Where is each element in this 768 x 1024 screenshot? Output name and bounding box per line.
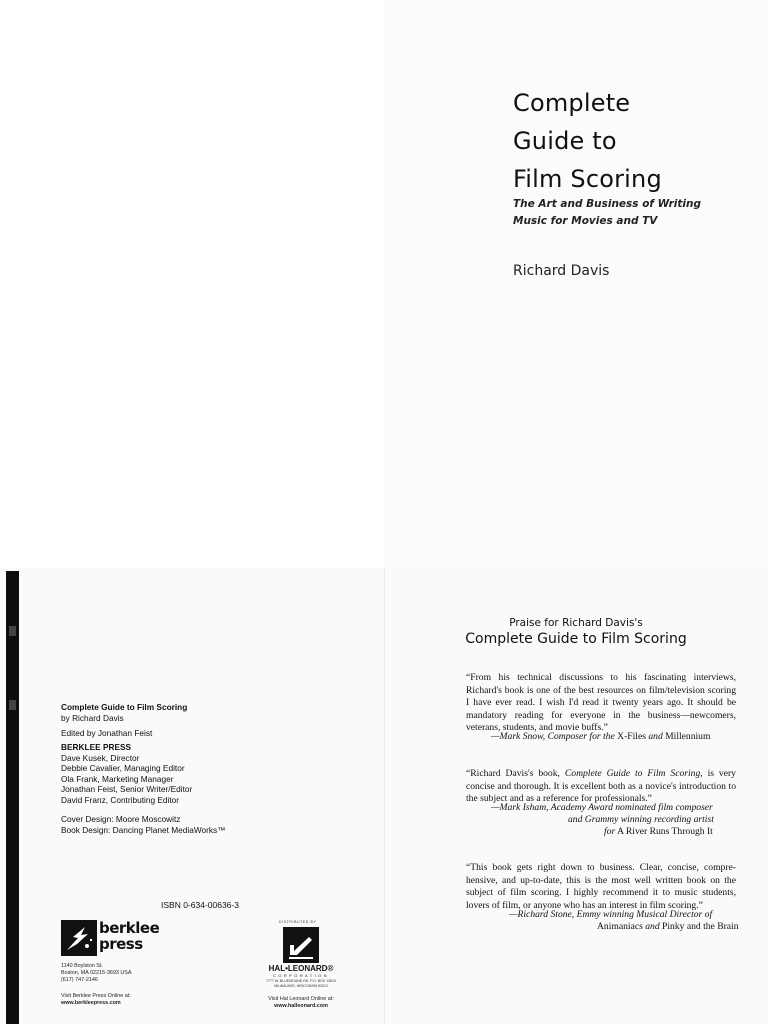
berklee-star-icon <box>61 920 97 956</box>
praise-quote-3-attribution-2 <box>597 921 739 934</box>
staff-line: Jonathan Feist, Senior Writer/Editor <box>61 784 193 794</box>
hl-visit-label: Visit Hal Leonard Online at: <box>268 996 334 1002</box>
attr-and: and <box>648 731 663 742</box>
book-title <box>513 84 662 198</box>
attr-line: —Mark Isham, Academy Award nominated film composer <box>491 802 713 813</box>
attr-film: A River Runs Through It <box>617 826 713 837</box>
book-subtitle-line-2: Music for Movies and TV <box>513 215 658 227</box>
spine-mark <box>9 626 16 636</box>
copyright-book-title: Complete Guide to Film Scoring <box>61 702 188 712</box>
book-subtitle <box>513 196 733 230</box>
hl-url: www.halleonard.com <box>274 1003 328 1009</box>
book-title-line-1: Complete <box>513 89 631 117</box>
book-subtitle-line-1: The Art and Business of Writing <box>513 198 701 210</box>
edited-by-line: Edited by Jonathan Feist <box>61 728 153 738</box>
attr-and: and <box>645 921 660 932</box>
book-design-line: Book Design: Dancing Planet MediaWorks™ <box>61 824 226 835</box>
praise-heading-line-2: Complete Guide to Film Scoring <box>465 631 687 647</box>
distributed-by-label: DISTRIBUTED BY <box>279 920 317 924</box>
berklee-press-logo <box>61 919 160 956</box>
publisher-staff-block <box>61 742 192 805</box>
quote-2-body: is very concise and thorough. It is excellent both as a novice's introduction to the subject and as a reference for professionals.” <box>466 768 736 804</box>
page-spine-edge <box>6 571 19 1024</box>
staff-line: Ola Frank, Marketing Manager <box>61 773 174 784</box>
praise-heading-line-1: Praise for Richard Davis's <box>509 617 643 629</box>
address-line: (617) 747-2146 <box>61 977 98 983</box>
attr-show: Animaniacs <box>597 921 643 932</box>
berklee-wordmark-line-2: press <box>99 935 143 953</box>
copyright-block-title <box>61 702 187 723</box>
praise-quote-3: “This book gets right down to business. Clear, concise, comprehensive, and up-to-date, this is the most well written book on the subject of film scoring. I highly recommend it to music students, lovers of film, or anyone who has an interest in film scoring.” <box>466 862 736 911</box>
berklee-wordmark-line-1: berklee <box>99 919 160 937</box>
hal-leonard-visit <box>251 996 351 1010</box>
address-line: Boston, MA 02215-3693 USA <box>61 970 132 976</box>
praise-quote-1-attribution <box>491 731 710 744</box>
attr-line: and Grammy winning recording artist <box>568 814 714 825</box>
quote-2-book-title: Complete Guide to Film Scoring, <box>564 768 703 779</box>
berklee-visit-label: Visit Berklee Press Online at: <box>61 993 131 999</box>
attr-line: —Richard Stone, Emmy winning Musical Director of <box>509 909 713 920</box>
attr-show: X-Files <box>617 731 646 742</box>
hal-leonard-name: HAL•LEONARD® <box>268 964 334 973</box>
hl-address-line: MILWAUKEE, WISCONSIN 53213 <box>274 984 328 988</box>
book-title-line-3: Film Scoring <box>513 165 662 193</box>
praise-quote-2 <box>466 768 736 806</box>
praise-quote-2-attribution-1 <box>491 802 713 815</box>
book-author: Richard Davis <box>513 263 610 279</box>
attr-show: Pinky and the Brain <box>662 921 739 932</box>
berklee-visit <box>61 993 131 1007</box>
berklee-wordmark <box>99 920 159 952</box>
copyright-by-line: by Richard Davis <box>61 712 124 723</box>
address-line: 1140 Boylston St. <box>61 963 103 969</box>
spine-mark <box>9 700 16 710</box>
attr-name: —Mark Snow, Composer for the <box>491 731 615 742</box>
quote-2-open: “Richard Davis's book, <box>466 768 560 779</box>
attr-show: Millennium <box>665 731 711 742</box>
publisher-name: BERKLEE PRESS <box>61 742 132 752</box>
isbn: ISBN 0-634-00636-3 <box>161 900 239 910</box>
berklee-url: www.berkleepress.com <box>61 1000 121 1006</box>
staff-line: Debbie Cavalier, Managing Editor <box>61 763 185 773</box>
praise-quote-2-attribution-3 <box>604 826 713 839</box>
staff-line: David Franz, Contributing Editor <box>61 794 180 805</box>
hl-address-line: 7777 W. BLUEMOUND RD. P.O. BOX 13819 <box>266 979 336 983</box>
praise-quote-3-attribution-1 <box>509 909 712 922</box>
copyright-edited-by <box>61 728 152 739</box>
cover-design-line: Cover Design: Moore Moscowitz <box>61 814 181 824</box>
book-title-line-2: Guide to <box>513 127 617 155</box>
staff-line: Dave Kusek, Director <box>61 752 140 763</box>
praise-quote-2-attribution-2 <box>568 814 714 827</box>
berklee-address <box>61 963 131 984</box>
attr-for: for <box>604 826 616 837</box>
hal-leonard-logo-icon <box>283 927 319 963</box>
blank-page <box>0 0 384 568</box>
hal-leonard-corporation: CORPORATION <box>273 973 329 978</box>
praise-quote-1: “From his technical discussions to his fascinating interviews, Richard's book is one of the best resources on film/television scoring I have ever read. I wish I'd read it twenty years ago. It should be mandatory reading for everyone in the business—newcomers, veterans, students, and movie buffs.” <box>466 672 736 733</box>
hal-leonard-address <box>251 979 351 989</box>
design-credits <box>61 814 225 835</box>
